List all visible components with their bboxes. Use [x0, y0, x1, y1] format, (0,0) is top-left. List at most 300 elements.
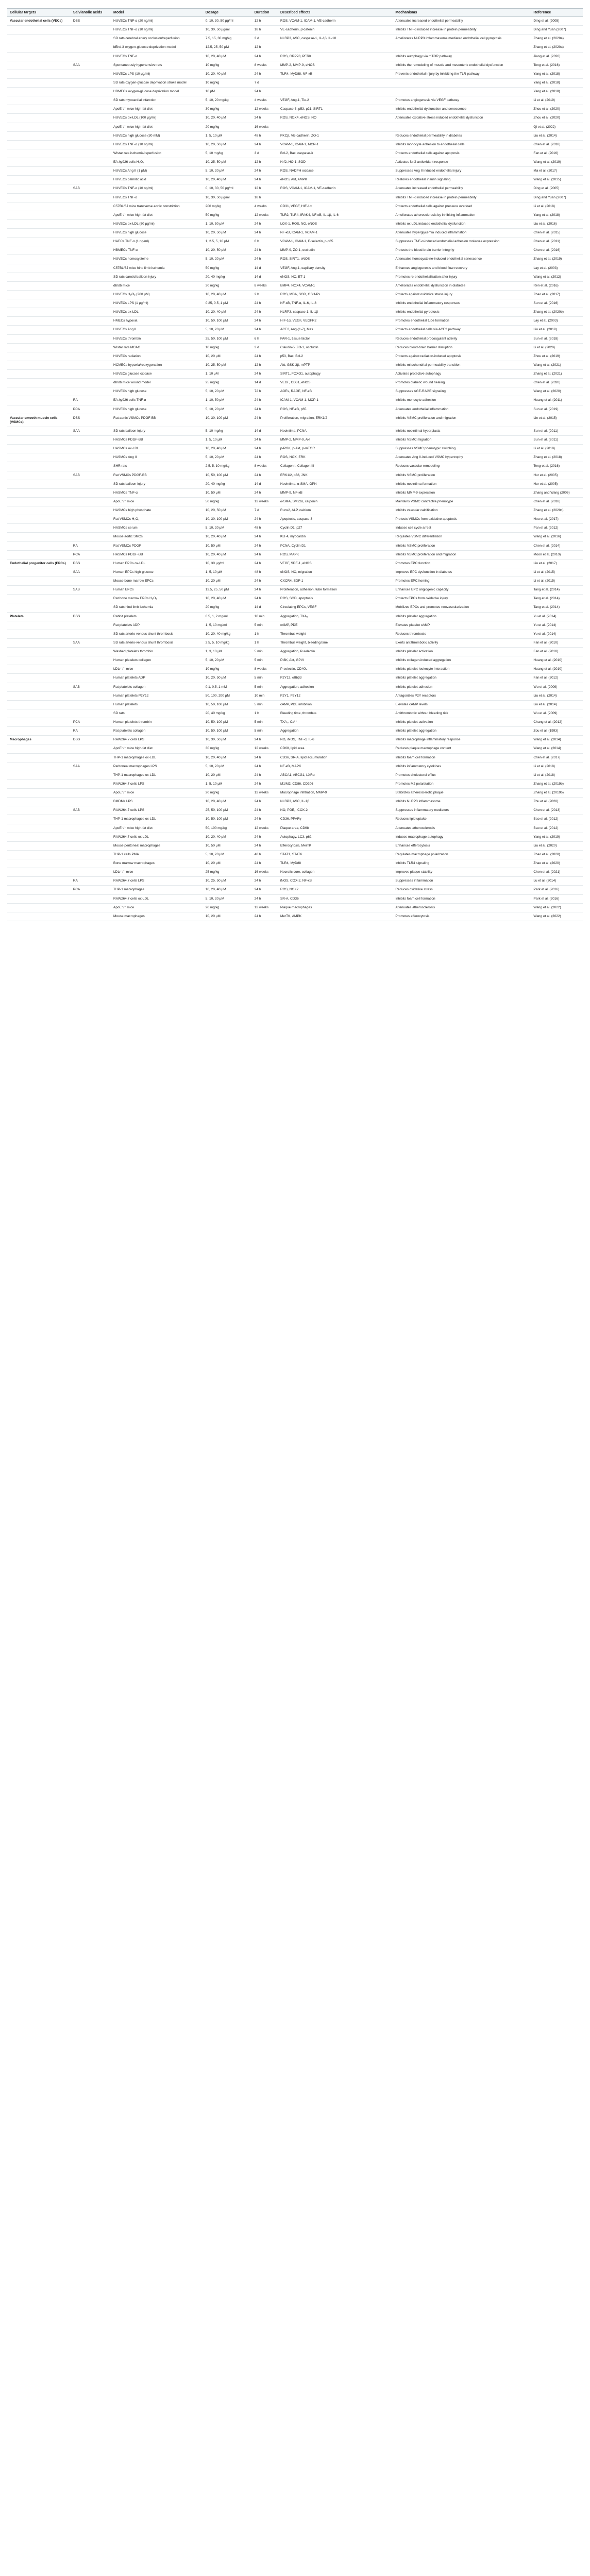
table-row	[7, 370, 583, 379]
duration-cell: 24 h	[252, 894, 278, 903]
model-cell: HASMCs serum	[111, 524, 203, 533]
cellular-target-cell	[7, 202, 71, 211]
reference-cell: Chen et al. (2011)	[531, 238, 583, 246]
duration-cell: 5 min	[252, 700, 278, 709]
described-effects-cell	[278, 88, 393, 96]
duration-cell: 16 weeks	[252, 868, 278, 877]
dosage-cell: 10 mg/kg	[203, 78, 252, 87]
cellular-target-cell	[7, 603, 71, 612]
described-effects-cell	[278, 193, 393, 202]
described-effects-cell: MMP-2, MMP-9, eNOS	[278, 61, 393, 70]
duration-cell: 14 d	[252, 480, 278, 488]
cellular-target-cell	[7, 462, 71, 471]
dosage-cell: 10, 30, 100 μM	[203, 515, 252, 524]
duration-cell: 3 d	[252, 35, 278, 43]
mechanisms-cell: Attenuates homocysteine-induced endothelial senescence	[393, 255, 531, 264]
reference-cell: Chen et al. (2014)	[531, 541, 583, 550]
cellular-target-cell: Macrophages	[7, 736, 71, 744]
model-cell: HBMECs TNF-α	[111, 246, 203, 255]
table-row	[7, 568, 583, 577]
reference-cell: Park et al. (2016)	[531, 894, 583, 903]
reference-cell: Jiang et al. (2020)	[531, 52, 583, 61]
mechanisms-cell: Enhances angiogenesis and blood flow recovery	[393, 264, 531, 273]
salvianolic-acid-cell	[71, 264, 111, 273]
dosage-cell: 0, 10, 30, 50 μg/ml	[203, 17, 252, 26]
table-row	[7, 26, 583, 35]
duration-cell: 8 weeks	[252, 462, 278, 471]
mechanisms-cell: Inhibits endothelial inflammatory responses	[393, 299, 531, 308]
dosage-cell: 10, 30, 100 μM	[203, 414, 252, 427]
model-cell: HASMCs ox-LDL	[111, 445, 203, 453]
reference-cell: Zou et al. (1993)	[531, 727, 583, 736]
mechanisms-cell	[393, 88, 531, 96]
model-cell: Rat platelets ADP	[111, 621, 203, 630]
described-effects-cell: eNOS, NO, migration	[278, 568, 393, 577]
described-effects-cell: M1/M2, CD86, CD206	[278, 779, 393, 788]
reference-cell: Zhou et al. (2020)	[531, 114, 583, 123]
reference-cell: Zhao et al. (2020)	[531, 859, 583, 868]
cellular-target-cell	[7, 700, 71, 709]
described-effects-cell: NF-κB, TNF-α, IL-6, IL-8	[278, 299, 393, 308]
table-row	[7, 559, 583, 568]
table-row	[7, 841, 583, 850]
duration-cell: 1 h	[252, 630, 278, 638]
dosage-cell: 10, 30, 50 μg/ml	[203, 26, 252, 35]
table-row	[7, 308, 583, 317]
reference-cell: Ma et al. (2017)	[531, 167, 583, 176]
table-row	[7, 850, 583, 859]
table-row	[7, 488, 583, 497]
header-mechanisms: Mechanisms	[393, 9, 531, 17]
described-effects-cell: TLR2, TLR4, IRAK4, NF-κB, IL-1β, IL-6	[278, 211, 393, 219]
cellular-target-cell	[7, 886, 71, 894]
model-cell: ApoE⁻/⁻ mice high-fat diet	[111, 824, 203, 833]
described-effects-cell: Proliferation, adhesion, tube formation	[278, 586, 393, 595]
salvianolic-acid-cell: DSS	[71, 736, 111, 744]
salvianolic-acid-cell	[71, 833, 111, 841]
table-row	[7, 78, 583, 87]
dosage-cell: 5, 10, 20 μM	[203, 387, 252, 396]
described-effects-cell: ROS, VCAM-1, ICAM-1, VE-cadherin	[278, 17, 393, 26]
cellular-target-cell	[7, 326, 71, 334]
model-cell: HUVECs TNF-α (10 ng/ml)	[111, 140, 203, 149]
table-row	[7, 445, 583, 453]
duration-cell: 4 weeks	[252, 202, 278, 211]
dosage-cell: 25 mg/kg	[203, 379, 252, 387]
cellular-target-cell	[7, 317, 71, 326]
table-row	[7, 176, 583, 184]
cellular-target-cell	[7, 343, 71, 352]
duration-cell: 48 h	[252, 131, 278, 140]
table-row	[7, 326, 583, 334]
mechanisms-cell: Promotes M2 polarization	[393, 779, 531, 788]
table-row	[7, 771, 583, 779]
salvianolic-acid-cell	[71, 453, 111, 462]
table-row	[7, 114, 583, 123]
reference-cell: Yu et al. (2014)	[531, 630, 583, 638]
table-row	[7, 859, 583, 868]
salvianolic-acid-cell	[71, 497, 111, 506]
described-effects-cell: iNOS, COX-2, NF-κB	[278, 877, 393, 886]
mechanisms-cell: Maintains VSMC contractile phenotype	[393, 497, 531, 506]
model-cell: ApoE⁻/⁻ mice	[111, 903, 203, 912]
cellular-target-cell	[7, 211, 71, 219]
model-cell: Rat VSMCs H₂O₂	[111, 515, 203, 524]
salvianolic-acid-cell	[71, 361, 111, 369]
cellular-target-cell	[7, 727, 71, 736]
model-cell: HUVECs TNF-α (10 ng/ml)	[111, 26, 203, 35]
cellular-target-cell	[7, 824, 71, 833]
table-row	[7, 317, 583, 326]
dosage-cell: 50 mg/kg	[203, 497, 252, 506]
salvianolic-acid-cell	[71, 88, 111, 96]
dosage-cell: 10, 50, 100 μM	[203, 471, 252, 480]
model-cell: HASMCs PDGF-BB	[111, 550, 203, 559]
cellular-target-cell	[7, 123, 71, 131]
described-effects-cell: Circulating EPCs, VEGF	[278, 603, 393, 612]
described-effects-cell: Cyclin D1, p27	[278, 524, 393, 533]
dosage-cell: 0.25, 0.5, 1 μM	[203, 299, 252, 308]
cellular-target-cell	[7, 868, 71, 877]
salvianolic-acid-cell	[71, 850, 111, 859]
reference-cell: Tang et al. (2014)	[531, 603, 583, 612]
reference-cell: Chen et al. (2018)	[531, 497, 583, 506]
table-row	[7, 894, 583, 903]
dosage-cell: 50 mg/kg	[203, 264, 252, 273]
salvianolic-acid-cell	[71, 387, 111, 396]
cellular-target-cell	[7, 550, 71, 559]
model-cell: Rat VSMCs PDGF	[111, 541, 203, 550]
duration-cell: 24 h	[252, 533, 278, 541]
mechanisms-cell: Attenuates endothelial inflammation	[393, 405, 531, 414]
reference-cell: Zhang et al. (2020c)	[531, 506, 583, 515]
header-duration: Duration	[252, 9, 278, 17]
table-row	[7, 17, 583, 26]
described-effects-cell: MMP-2, MMP-9, Akt	[278, 436, 393, 445]
duration-cell: 6 h	[252, 238, 278, 246]
mechanisms-cell: Protects against oxidative stress injury	[393, 290, 531, 299]
reference-cell: Li et al. (2018)	[531, 771, 583, 779]
salvianolic-acid-cell	[71, 176, 111, 184]
dosage-cell: 10, 20, 50 μM	[203, 674, 252, 683]
duration-cell: 12 h	[252, 17, 278, 26]
described-effects-cell: Autophagy, LC3, p62	[278, 833, 393, 841]
dosage-cell: 5, 10, 20 μM	[203, 255, 252, 264]
salvianolic-acid-cell: PCA	[71, 405, 111, 414]
duration-cell: 1 h	[252, 638, 278, 647]
cellular-target-cell	[7, 630, 71, 638]
mechanisms-cell: Protects VSMCs from oxidative apoptosis	[393, 515, 531, 524]
reference-cell: Teng et al. (2016)	[531, 61, 583, 70]
table-row	[7, 70, 583, 78]
salvianolic-acid-cell	[71, 43, 111, 52]
model-cell: HUVECs thrombin	[111, 334, 203, 343]
table-row	[7, 436, 583, 445]
model-cell: HUVECs ox-LDL (100 μg/ml)	[111, 114, 203, 123]
cellular-target-cell	[7, 683, 71, 691]
dosage-cell: 2.5, 5, 10 mg/kg	[203, 638, 252, 647]
mechanisms-cell: Inhibits TLR4 signaling	[393, 859, 531, 868]
header-described-effects: Described effects	[278, 9, 393, 17]
table-row	[7, 638, 583, 647]
duration-cell: 24 h	[252, 229, 278, 238]
model-cell: Rat aortic VSMCs PDGF-BB	[111, 414, 203, 427]
model-cell: db/db mice wound model	[111, 379, 203, 387]
salvianolic-acid-cell	[71, 140, 111, 149]
salvianolic-acid-cell: SAA	[71, 427, 111, 435]
model-cell: Rat bone marrow EPCs H₂O₂	[111, 595, 203, 603]
described-effects-cell: VEGF, CD31, eNOS	[278, 379, 393, 387]
dosage-cell: 5, 10, 20 μM	[203, 524, 252, 533]
reference-cell: Yang et al. (2018)	[531, 70, 583, 78]
table-row	[7, 229, 583, 238]
cellular-target-cell	[7, 480, 71, 488]
reference-cell: Li et al. (2020)	[531, 343, 583, 352]
duration-cell: 8 weeks	[252, 61, 278, 70]
reference-cell: Liu et al. (2019)	[531, 326, 583, 334]
salvianolic-acid-cell	[71, 868, 111, 877]
model-cell: THP-1 macrophages ox-LDL	[111, 771, 203, 779]
duration-cell: 12 weeks	[252, 903, 278, 912]
table-row	[7, 665, 583, 674]
salvianolic-acid-cell	[71, 577, 111, 586]
mechanisms-cell: Attenuates Ang II-induced VSMC hypertrophy	[393, 453, 531, 462]
duration-cell: 5 min	[252, 656, 278, 665]
reference-cell: Zhang et al. (2019b)	[531, 779, 583, 788]
described-effects-cell: SIRT1, FOXO1, autophagy	[278, 370, 393, 379]
salvianolic-acid-cell	[71, 603, 111, 612]
mechanisms-cell: Suppresses VSMC phenotypic switching	[393, 445, 531, 453]
described-effects-cell: ROS, MDA, SOD, GSH-Px	[278, 290, 393, 299]
described-effects-cell: ROS, SOD, apoptosis	[278, 595, 393, 603]
mechanisms-cell: Inhibits mitochondrial permeability transition	[393, 361, 531, 369]
dosage-cell: 10, 30 μg/ml	[203, 559, 252, 568]
model-cell: Human EPCs high glucose	[111, 568, 203, 577]
duration-cell: 24 h	[252, 405, 278, 414]
duration-cell: 24 h	[252, 414, 278, 427]
salvianolic-acid-cell	[71, 656, 111, 665]
table-row	[7, 612, 583, 621]
model-cell: HUVECs TNF-α	[111, 193, 203, 202]
cellular-target-cell	[7, 52, 71, 61]
model-cell: ApoE⁻/⁻ mice high-fat diet	[111, 105, 203, 114]
dosage-cell: 1, 5, 10 μM	[203, 436, 252, 445]
duration-cell: 24 h	[252, 912, 278, 921]
reference-cell: Hou et al. (2017)	[531, 515, 583, 524]
table-row	[7, 868, 583, 877]
cellular-target-cell	[7, 779, 71, 788]
mechanisms-cell: Attenuates increased endothelial permeability	[393, 17, 531, 26]
model-cell: HBMECs oxygen-glucose deprivation model	[111, 88, 203, 96]
salvianolic-acid-cell: RA	[71, 877, 111, 886]
mechanisms-cell: Reduces plaque macrophage content	[393, 744, 531, 753]
dosage-cell: 0.5, 1, 2 mg/ml	[203, 612, 252, 621]
model-cell: THP-1 macrophages ox-LDL	[111, 815, 203, 824]
duration-cell: 12 h	[252, 184, 278, 193]
salvianolic-acid-cell	[71, 771, 111, 779]
salvianolic-acid-cell	[71, 744, 111, 753]
salvianolic-acid-cell	[71, 370, 111, 379]
reference-cell: Ding and Yuan (2007)	[531, 193, 583, 202]
dosage-cell: 10, 50 μM	[203, 841, 252, 850]
model-cell: THP-1 macrophages ox-LDL	[111, 753, 203, 762]
dosage-cell: 20 mg/kg	[203, 789, 252, 798]
model-cell: EA.hy926 cells H₂O₂	[111, 158, 203, 167]
table-row	[7, 798, 583, 806]
reference-cell: Wang et al. (2014)	[531, 736, 583, 744]
reference-cell: Liu et al. (2014)	[531, 691, 583, 700]
salvianolic-acid-cell: SAA	[71, 568, 111, 577]
duration-cell: 24 h	[252, 815, 278, 824]
duration-cell: 24 h	[252, 299, 278, 308]
reference-cell: Huang et al. (2010)	[531, 656, 583, 665]
table-row	[7, 273, 583, 281]
table-row	[7, 577, 583, 586]
salvianolic-acid-cell	[71, 533, 111, 541]
cellular-target-cell	[7, 273, 71, 281]
described-effects-cell: NLRP3, caspase-1, IL-1β	[278, 308, 393, 317]
described-effects-cell: Nrf2, HO-1, SOD	[278, 158, 393, 167]
described-effects-cell	[278, 43, 393, 52]
table-row	[7, 238, 583, 246]
model-cell: bEnd.3 oxygen-glucose deprivation model	[111, 43, 203, 52]
cellular-target-cell	[7, 656, 71, 665]
described-effects-cell: P2Y1, P2Y12	[278, 691, 393, 700]
reference-cell: Sun et al. (2011)	[531, 436, 583, 445]
dosage-cell: 1, 10, 50 μM	[203, 396, 252, 405]
duration-cell: 24 h	[252, 806, 278, 815]
mechanisms-cell: Inhibits VSMC proliferation and migration	[393, 550, 531, 559]
dosage-cell: 50, 100 mg/kg	[203, 824, 252, 833]
table-row	[7, 815, 583, 824]
salvianolic-acid-cell	[71, 308, 111, 317]
mechanisms-cell: Mobilizes EPCs and promotes neovascularization	[393, 603, 531, 612]
model-cell: RAW264.7 cells ox-LDL	[111, 833, 203, 841]
mechanisms-cell: Inhibits neointimal hyperplasia	[393, 427, 531, 435]
mechanisms-cell: Enhances efferocytosis	[393, 841, 531, 850]
table-row	[7, 462, 583, 471]
dosage-cell: 10, 30, 50 μM	[203, 736, 252, 744]
mechanisms-cell: Attenuates increased endothelial permeability	[393, 184, 531, 193]
described-effects-cell: Collagen I, Collagen III	[278, 462, 393, 471]
model-cell: HCMECs hypoxia/reoxygenation	[111, 361, 203, 369]
mechanisms-cell: Inhibits monocyte adhesion	[393, 396, 531, 405]
mechanisms-cell: Antithrombotic without bleeding risk	[393, 709, 531, 718]
duration-cell: 24 h	[252, 471, 278, 480]
salvianolic-acid-cell	[71, 219, 111, 228]
dosage-cell: 10, 20, 40 μM	[203, 886, 252, 894]
table-row	[7, 43, 583, 52]
reference-cell: Fan et al. (2012)	[531, 674, 583, 683]
cellular-target-cell	[7, 396, 71, 405]
table-row	[7, 586, 583, 595]
table-row	[7, 753, 583, 762]
dosage-cell: 10, 50, 100 μM	[203, 317, 252, 326]
duration-cell: 24 h	[252, 762, 278, 771]
cellular-target-cell	[7, 193, 71, 202]
salvianolic-acid-cell: SAB	[71, 683, 111, 691]
mechanisms-cell: Inhibits autophagy via mTOR pathway	[393, 52, 531, 61]
duration-cell: 24 h	[252, 798, 278, 806]
model-cell: db/db mice	[111, 281, 203, 290]
model-cell: HUVECs homocysteine	[111, 255, 203, 264]
salvianolic-acid-cell	[71, 334, 111, 343]
cellular-target-cell	[7, 709, 71, 718]
described-effects-cell: Efferocytosis, MerTK	[278, 841, 393, 850]
reference-cell: Wu et al. (2009)	[531, 709, 583, 718]
cellular-target-cell	[7, 568, 71, 577]
dosage-cell: 50 mg/kg	[203, 211, 252, 219]
reference-cell: Yang et al. (2018)	[531, 78, 583, 87]
duration-cell: 24 h	[252, 841, 278, 850]
reference-cell: Fan et al. (2010)	[531, 648, 583, 656]
table-row	[7, 806, 583, 815]
duration-cell: 24 h	[252, 886, 278, 894]
described-effects-cell: Neointima, PCNA	[278, 427, 393, 435]
mechanisms-cell: Attenuates hyperglycemia induced inflammation	[393, 229, 531, 238]
model-cell: HUVECs high glucose (30 mM)	[111, 131, 203, 140]
duration-cell: 5 min	[252, 683, 278, 691]
cellular-target-cell	[7, 841, 71, 850]
cellular-target-cell	[7, 912, 71, 921]
model-cell: HMECs hypoxia	[111, 317, 203, 326]
model-cell: Human EPCs ox-LDL	[111, 559, 203, 568]
model-cell: Rabbit platelets	[111, 612, 203, 621]
described-effects-cell: p53, Bax, Bcl-2	[278, 352, 393, 361]
reference-cell: Fan et al. (2016)	[531, 149, 583, 158]
reference-cell: Ding et al. (2005)	[531, 17, 583, 26]
model-cell: SD rats cerebral artery occlusion/reperfusion	[111, 35, 203, 43]
reference-cell: Chen et al. (2018)	[531, 140, 583, 149]
cellular-target-cell	[7, 255, 71, 264]
duration-cell: 5 min	[252, 621, 278, 630]
dosage-cell: 5, 10, 20 mg/kg	[203, 96, 252, 105]
described-effects-cell: CD36, PPARγ	[278, 815, 393, 824]
duration-cell: 14 d	[252, 379, 278, 387]
salvianolic-acid-cell	[71, 674, 111, 683]
cellular-target-cell	[7, 88, 71, 96]
model-cell: RAW264.7 cells LPS	[111, 779, 203, 788]
cellular-target-cell	[7, 352, 71, 361]
dosage-cell: 2.5, 5, 10 mg/kg	[203, 462, 252, 471]
mechanisms-cell: Suppresses inflammation	[393, 877, 531, 886]
described-effects-cell: BMP4, NOX4, VCAM-1	[278, 281, 393, 290]
mechanisms-cell: Inhibits endothelial dysfunction and senescence	[393, 105, 531, 114]
model-cell: HUVECs glucose oxidase	[111, 370, 203, 379]
salvianolic-acid-cell	[71, 131, 111, 140]
duration-cell: 24 h	[252, 370, 278, 379]
dosage-cell: 50, 100, 200 μM	[203, 691, 252, 700]
table-row	[7, 149, 583, 158]
model-cell: SD rats balloon injury	[111, 427, 203, 435]
mechanisms-cell	[393, 43, 531, 52]
described-effects-cell: ROS, VCAM-1, ICAM-1, VE-cadherin	[278, 184, 393, 193]
reference-cell: Yang et al. (2019)	[531, 833, 583, 841]
cellular-target-cell	[7, 436, 71, 445]
cellular-target-cell	[7, 488, 71, 497]
reference-cell: Wang et al. (2016)	[531, 533, 583, 541]
model-cell: Wistar rats ischemia/reperfusion	[111, 149, 203, 158]
salvianolic-acid-cell: SAB	[71, 184, 111, 193]
salvianolic-acid-cell: PCA	[71, 550, 111, 559]
salvianolic-acid-cell	[71, 789, 111, 798]
model-cell: LDLr⁻/⁻ mice	[111, 665, 203, 674]
table-row	[7, 414, 583, 427]
reference-cell: Li et al. (2019)	[531, 445, 583, 453]
mechanisms-cell: Ameliorates atherosclerosis by inhibiting inflammation	[393, 211, 531, 219]
reference-cell: Lay et al. (2003)	[531, 264, 583, 273]
dosage-cell: 12.5, 25, 50 μM	[203, 586, 252, 595]
